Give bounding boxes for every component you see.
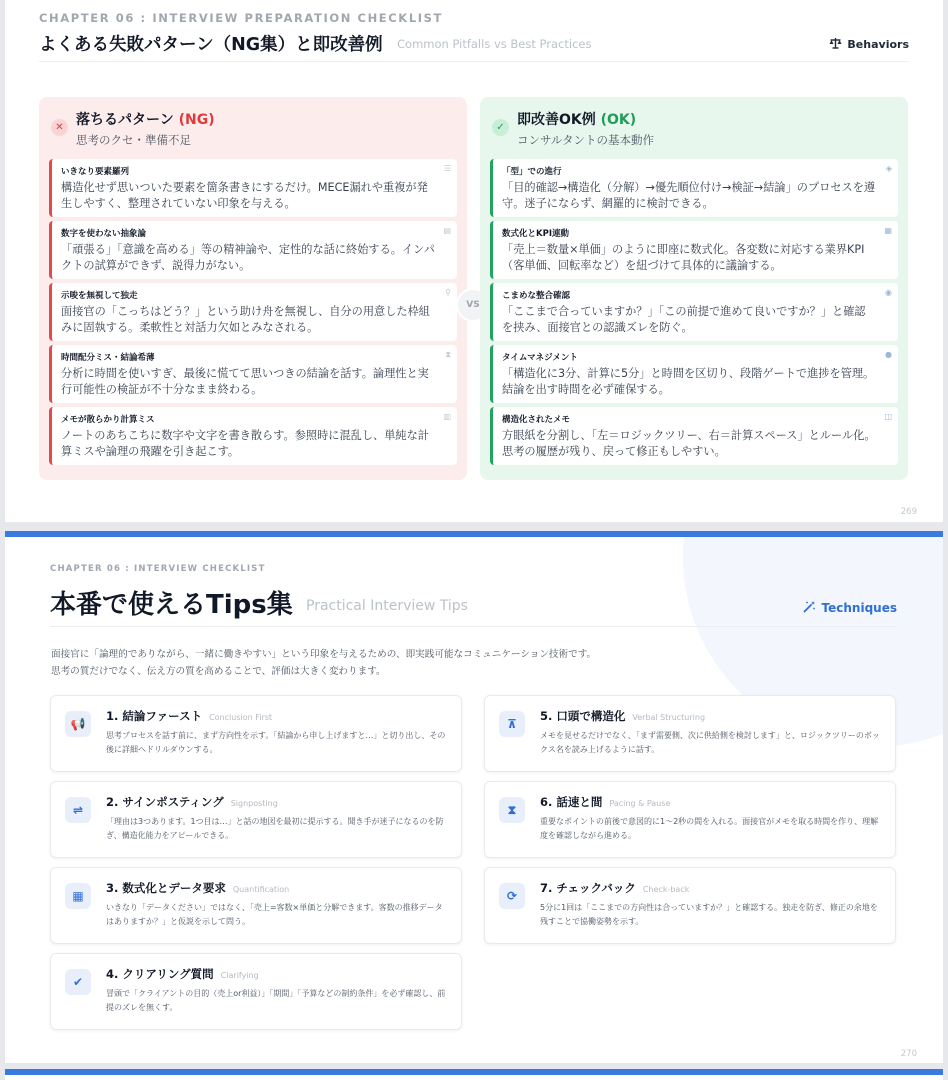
tip-english: Clarifying (220, 971, 259, 980)
megaphone-icon: 📢 (65, 711, 91, 737)
category-text: Behaviors (847, 38, 909, 51)
tip-body: いきなり「データください」ではなく、「売上=客数×単価と分解できます。客数の推移データはありますか？」と仮説を示して問う。 (106, 903, 443, 926)
ng-item-title: メモが散らかり計算ミス (61, 415, 155, 425)
ng-item (49, 283, 457, 341)
page-number: 269 (900, 507, 917, 517)
page-number: 270 (900, 1049, 917, 1059)
tip-body: 思考プロセスを話す前に、まず方向性を示す。「結論から申し上げますと…」と切り出し、その後に詳細へドリルダウンする。 (106, 731, 446, 754)
tip-body: 重要なポイントの前後で意図的に1〜2秒の間を入れる。面接官がメモを取る時間を作り、理解度を確認しながら進める。 (540, 817, 879, 840)
ng-item-title: いきなり要素羅列 (61, 167, 130, 177)
ok-item-text: 「売上＝数量×単価」のように即座に数式化。各変数に対応する業界KPI（客単価、回転率など）を紐づけて具体的に議論する。 (502, 243, 865, 272)
category-label (803, 600, 897, 616)
clipboard-check-icon: ✔ (65, 969, 91, 995)
ng-item-text: 「頑張る」「意識を高める」等の精神論や、定性的な話に終始する。インパクトの試算ができず、説得力がない。 (61, 243, 435, 272)
ok-item (490, 345, 898, 403)
ng-item-text: 構造化せず思いついた要素を箇条書きにするだけ。MECE漏れや重複が発生しやすく、整理されていない印象を与える。 (61, 181, 428, 210)
tip-english: Signposting (230, 799, 278, 808)
tip-body: 5分に1回は「ここまでの方向性は合っていますか？」と確認する。独走を防ぎ、修正の余地を残すことで協働姿勢を示す。 (540, 903, 878, 926)
category-text: Techniques (821, 601, 897, 615)
divider (50, 626, 897, 627)
scale-icon (829, 37, 842, 52)
ok-item (490, 159, 898, 217)
tip-english: Pacing & Pause (609, 799, 671, 808)
ng-item-title: 数字を使わない抽象論 (61, 229, 147, 239)
ok-panel (480, 97, 908, 480)
tip-card (50, 781, 462, 858)
ng-item-title: 時間配分ミス・結論希薄 (61, 353, 155, 363)
tip-body: 「理由は3つあります。1つ目は…」と話の地図を最初に提示する。聞き手が迷子になるのを防ぎ、構造化能力をアピールできる。 (106, 817, 444, 840)
tip-card (484, 781, 896, 858)
tip-title: 6. 話速と間 (540, 795, 603, 809)
calculator-icon: ▦ (884, 226, 892, 235)
refresh-icon: ⟳ (499, 883, 525, 909)
hourglass-icon: ⧗ (499, 797, 525, 823)
ok-item-title: 数式化とKPI連動 (502, 229, 569, 239)
x-icon: ✕ (51, 119, 68, 136)
person-icon: ⚲ (445, 288, 451, 297)
clock-icon: ● (885, 350, 892, 359)
vs-badge: VS (456, 288, 490, 322)
ok-item-text: 方眼紙を分割し、「左＝ロジックツリー、右＝計算スペース」とルール化。思考の履歴が残り、戻って修正もしやすい。 (502, 429, 876, 458)
document-icon: ▤ (443, 226, 451, 235)
tip-body: 冒頭で「クライアントの目的（売上or利益）」「期間」「予算などの制約条件」を必ず確認し、前提のズレを無くす。 (106, 989, 446, 1012)
tip-title: 2. サインポスティング (106, 795, 224, 809)
page-subtitle: Practical Interview Tips (306, 598, 468, 614)
ng-item-text: 面接官の「こっちはどう？」という助け舟を無視し、自分の用意した枠組みに固執する。柔軟性と対話力欠如とみなされる。 (61, 305, 430, 334)
eye-icon: ◉ (885, 288, 892, 297)
page-title: よくある失敗パターン（NG集）と即改善例 (39, 35, 383, 55)
tip-english: Check-back (642, 885, 690, 894)
tip-card (484, 695, 896, 772)
tip-card (50, 953, 462, 1030)
tip-card (50, 867, 462, 944)
ok-item-text: 「ここまで合っていますか？」「この前提で進めて良いですか？」と確認を挟み、面接官との認識ズレを防ぐ。 (502, 305, 866, 334)
ok-item-text: 「構造化に3分、計算に5分」と時間を区切り、段階ゲートで進捗を管理。結論を出す時間を必ず確保する。 (502, 367, 875, 396)
page-title: 本番で使えるTips集 (50, 590, 293, 620)
wand-icon (803, 600, 816, 616)
ok-panel-desc: コンサルタントの基本動作 (517, 133, 654, 147)
ng-tag: (NG) (178, 112, 215, 128)
tip-title: 4. クリアリング質問 (106, 967, 214, 981)
page-subtitle: Common Pitfalls vs Best Practices (397, 37, 592, 51)
ng-panel-title: 落ちるパターン (NG) (76, 112, 215, 128)
calculator-icon: ▦ (65, 883, 91, 909)
chapter-label: CHAPTER 06 : INTERVIEW PREPARATION CHECKLIST (39, 11, 443, 25)
hourglass-icon: ⧗ (445, 350, 451, 359)
ok-item-title: 構造化されたメモ (502, 415, 571, 425)
check-icon: ✓ (492, 119, 509, 136)
divider (39, 61, 909, 62)
list-icon: ☰ (443, 164, 451, 173)
ng-item (49, 345, 457, 403)
tip-title: 1. 結論ファースト (106, 709, 203, 723)
tip-card (50, 695, 462, 772)
columns-icon: ◫ (884, 412, 892, 421)
ok-tag: (OK) (600, 112, 637, 128)
slide-pitfalls (5, 0, 943, 522)
ng-panel-header (49, 107, 457, 159)
layers-icon: ◈ (885, 164, 892, 173)
ng-item-text: ノートのあちこちに数字や文字を書き散らす。参照時に混乱し、単純な計算ミスや論理の飛躍を引き起こす。 (61, 429, 429, 458)
ng-panel (39, 97, 467, 480)
signpost-icon: ⇌ (65, 797, 91, 823)
tip-english: Verbal Structuring (632, 713, 706, 722)
next-slide-edge (5, 1069, 943, 1080)
chart-icon: ▥ (443, 412, 451, 421)
ok-item (490, 283, 898, 341)
sitemap-icon: ⊼ (499, 711, 525, 737)
tip-english: Conclusion First (209, 713, 273, 722)
slide-tips (5, 531, 943, 1063)
ok-item-title: 「型」での進行 (502, 167, 562, 177)
ng-item (49, 407, 457, 465)
intro-line: 思考の質だけでなく、伝え方の質を高めることで、評価は大きく変わります。 (51, 666, 386, 677)
ng-item (49, 221, 457, 279)
tip-card (484, 867, 896, 944)
ng-item-title: 示唆を無視して独走 (61, 291, 138, 301)
intro-line: 面接官に「論理的でありながら、一緒に働きやすい」という印象を与えるための、即実践可能なコミュニケーション技術です。 (51, 649, 597, 660)
ok-item-text: 「目的確認→構造化（分解）→優先順位付け→検証→結論」のプロセスを遵守。迷子にならず、網羅的に検討できる。 (502, 181, 876, 210)
tip-title: 3. 数式化とデータ要求 (106, 881, 226, 895)
ok-item-title: タイムマネジメント (502, 353, 578, 363)
tip-body: メモを見せるだけでなく、「まず需要側、次に供給側を検討します」と、ロジックツリーのボックス名を読み上げるように話す。 (540, 731, 880, 754)
ng-item-text: 分析に時間を使いすぎ、最後に慌てて思いつきの結論を話す。論理性と実行可能性の検証が不十分なまま終わる。 (61, 367, 429, 396)
tip-english: Quantification (232, 885, 290, 894)
ng-item (49, 159, 457, 217)
ok-panel-header (490, 107, 898, 159)
intro-text (51, 646, 596, 680)
tip-title: 7. チェックバック (540, 881, 636, 895)
ok-item (490, 221, 898, 279)
category-label (829, 37, 909, 52)
chapter-label: CHAPTER 06 : INTERVIEW CHECKLIST (50, 564, 266, 574)
ok-item-title: こまめな整合確認 (502, 291, 571, 301)
ok-item (490, 407, 898, 465)
tip-title: 5. 口頭で構造化 (540, 709, 626, 723)
ok-panel-title: 即改善OK例 (OK) (517, 112, 637, 128)
ng-panel-desc: 思考のクセ・準備不足 (76, 133, 191, 147)
